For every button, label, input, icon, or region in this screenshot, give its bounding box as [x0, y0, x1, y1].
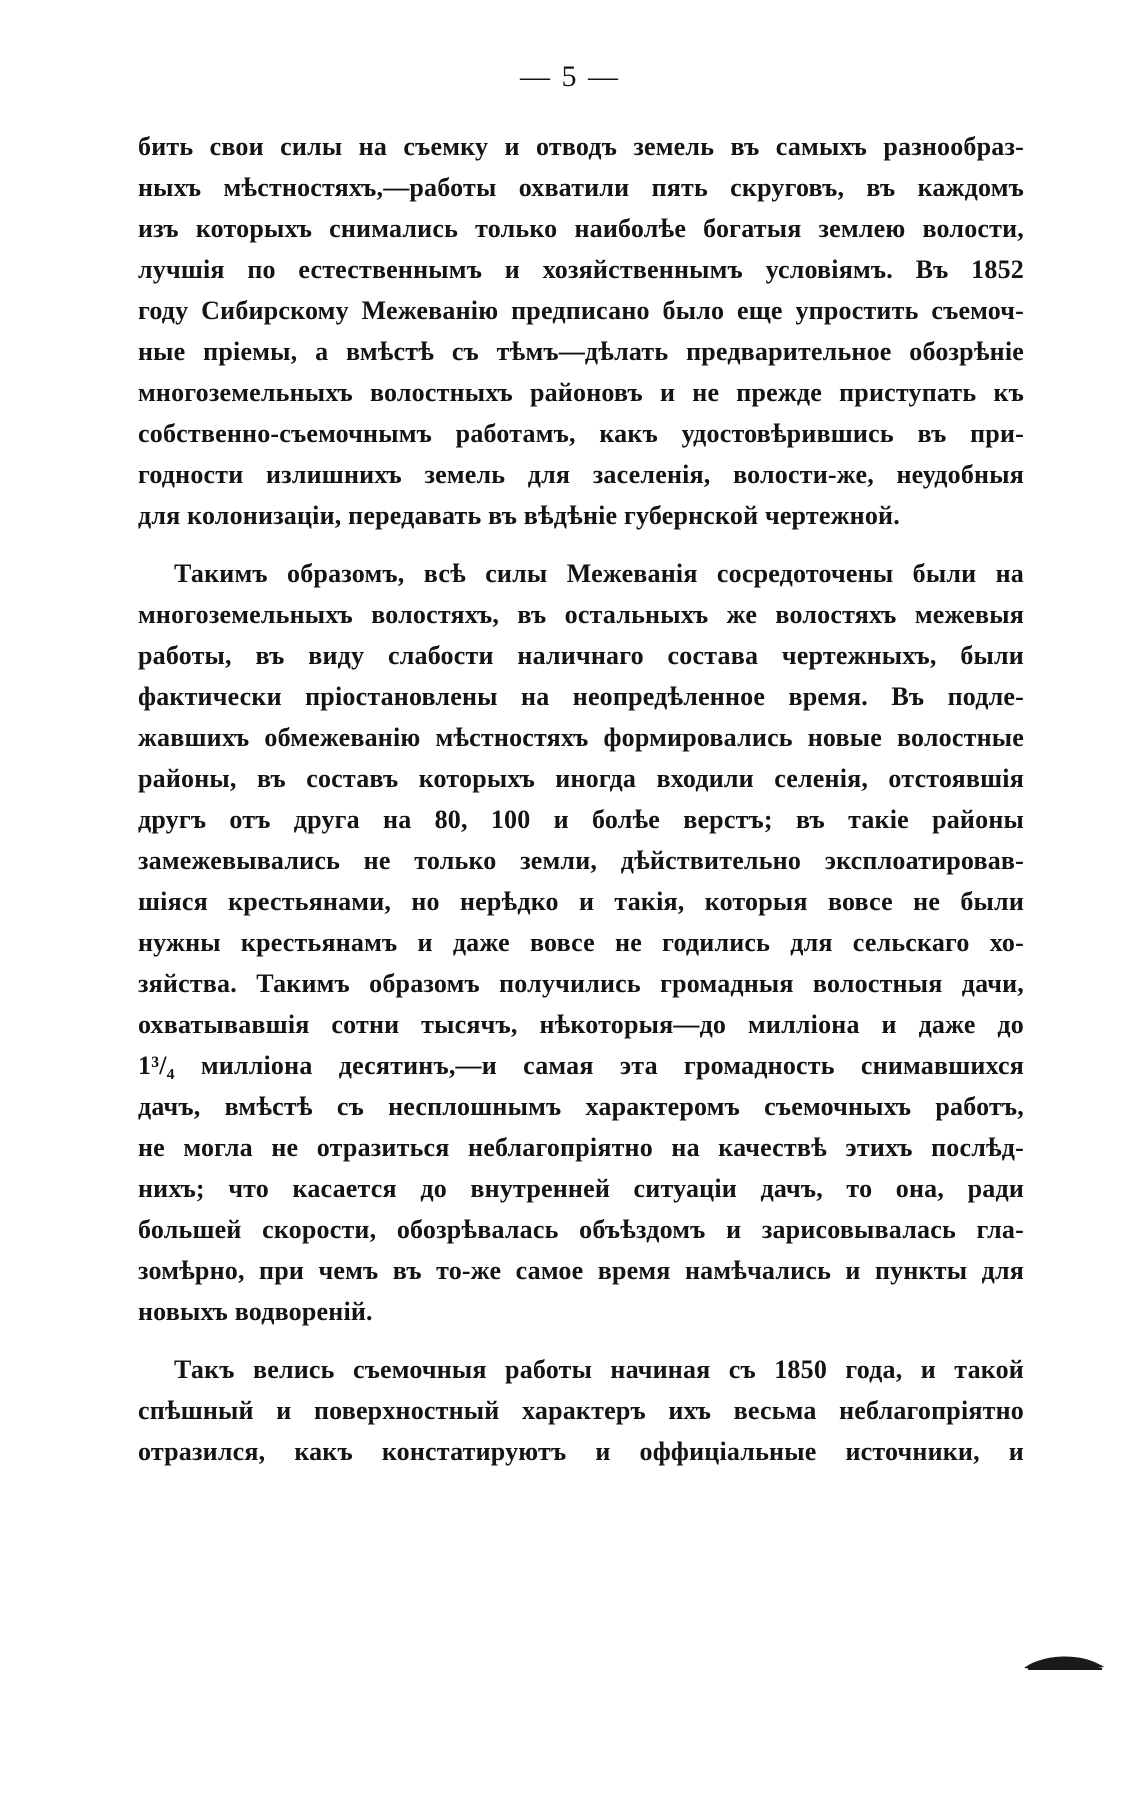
text-line: ные пріемы, а вмѣстѣ съ тѣмъ—дѣлать предварительное обозрѣніе: [138, 337, 1024, 366]
text-line: замежевывались не только земли, дѣйствительно эксплоатировав-: [138, 846, 1024, 875]
text-line: многоземельныхъ волостныхъ районовъ и не прежде приступать къ: [138, 378, 1024, 407]
text-line: собственно-съемочнымъ работамъ, какъ удостовѣрившись въ при-: [138, 419, 1024, 448]
text-line: охватывавшія сотни тысячъ, нѣкоторыя—до милліона и даже до: [138, 1010, 1024, 1039]
paragraph-2: [138, 553, 1024, 1332]
text-line: нужны крестьянамъ и даже вовсе не годились для сельскаго хо-: [138, 928, 1024, 957]
text-line: фактически пріостановлены на неопредѣленное время. Въ подле-: [138, 682, 1024, 711]
body-text: [138, 126, 1024, 1472]
text-line: годности излишнихъ земель для заселенія, волости-же, неудобныя: [138, 460, 1024, 489]
text-line: изъ которыхъ снимались только наиболѣе богатыя землею волости,: [138, 214, 1024, 243]
text-line: нихъ; что касается до внутренней ситуаціи дачъ, то она, ради: [138, 1174, 1024, 1203]
text-line: спѣшный и поверхностный характеръ ихъ весьма неблагопріятно: [138, 1396, 1024, 1425]
text-line: отразился, какъ констатируютъ и оффиціальные источники, и: [138, 1437, 1024, 1466]
text-line: шіяся крестьянами, но нерѣдко и такія, которыя вовсе не были: [138, 887, 1024, 916]
printer-ornament-icon: [1022, 1653, 1106, 1675]
text-line: жавшихъ обмежеванію мѣстностяхъ формировались новые волостные: [138, 723, 1024, 752]
text-line: 1³/₄ милліона десятинъ,—и самая эта громадность снимавшихся: [138, 1051, 1024, 1080]
text-line: для колонизаціи, передавать въ вѣдѣніе губернской чертежной.: [138, 501, 900, 530]
text-line: работы, въ виду слабости наличнаго состава чертежныхъ, были: [138, 641, 1024, 670]
text-line: году Сибирскому Межеванію предписано было еще упростить съемоч-: [138, 296, 1024, 325]
text-line: другъ отъ друга на 80, 100 и болѣе верстъ; въ такіе районы: [138, 805, 1024, 834]
text-line: большей скорости, обозрѣвалась объѣздомъ и зарисовывалась гла-: [138, 1215, 1024, 1244]
text-line: не могла не отразиться неблагопріятно на качествѣ этихъ послѣд-: [138, 1133, 1024, 1162]
text-line: зяйства. Такимъ образомъ получились громадныя волостныя дачи,: [138, 969, 1024, 998]
text-line: дачъ, вмѣстѣ съ несплошнымъ характеромъ съемочныхъ работъ,: [138, 1092, 1024, 1121]
text-line: Такимъ образомъ, всѣ силы Межеванія сосредоточены были на: [174, 559, 1024, 588]
text-line: зомѣрно, при чемъ въ то-же самое время намѣчались и пункты для: [138, 1256, 1024, 1285]
paragraph-3: [138, 1349, 1024, 1472]
paragraph-gap: [138, 536, 1024, 553]
paragraph-1: [138, 126, 1024, 536]
text-line: ныхъ мѣстностяхъ,—работы охватили пять скруговъ, въ каждомъ: [138, 173, 1024, 202]
paragraph-gap: [138, 1332, 1024, 1349]
text-line: многоземельныхъ волостяхъ, въ остальныхъ же волостяхъ межевыя: [138, 600, 1024, 629]
text-line: Такъ велись съемочныя работы начиная съ 1850 года, и такой: [174, 1355, 1024, 1384]
page-number: — 5 —: [520, 60, 620, 93]
text-line: новыхъ водвореній.: [138, 1297, 373, 1326]
text-line: бить свои силы на съемку и отводъ земель въ самыхъ разнообраз-: [138, 132, 1024, 161]
text-line: лучшія по естественнымъ и хозяйственнымъ условіямъ. Въ 1852: [138, 255, 1024, 284]
text-line: районы, въ составъ которыхъ иногда входили селенія, отстоявшія: [138, 764, 1024, 793]
